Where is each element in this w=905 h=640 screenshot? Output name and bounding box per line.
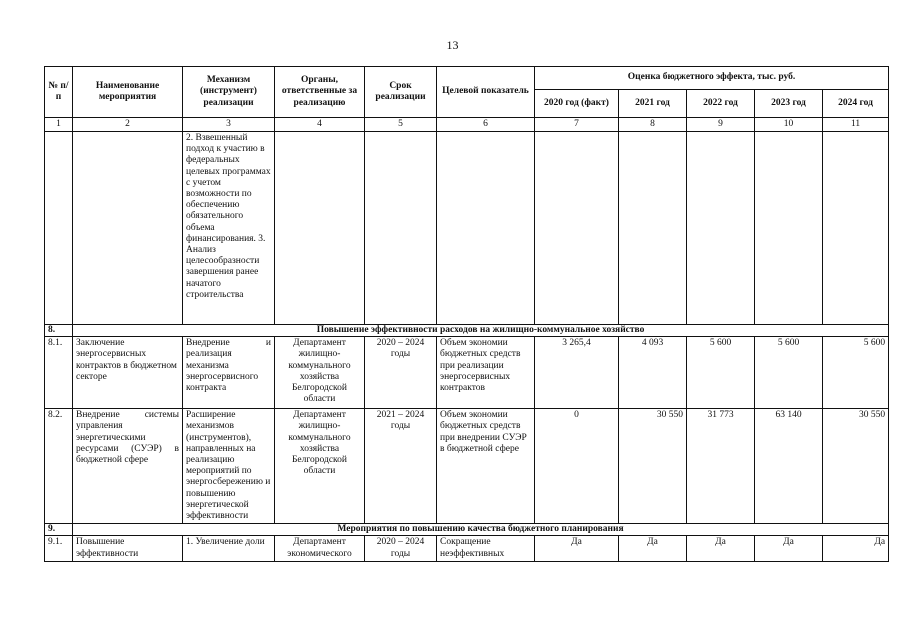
row-indicator: Сокращение неэффективных bbox=[437, 536, 535, 561]
row-name: Повышение эффективности bbox=[73, 536, 183, 561]
row-value-2020: 0 bbox=[535, 409, 619, 524]
row-bodies: Департамент экономического bbox=[275, 536, 365, 561]
row-mechanism: Внедрение и реализация механизма энергосервисного контракта bbox=[183, 337, 275, 409]
header-bodies: Органы, ответственные за реализацию bbox=[275, 67, 365, 118]
row-value-2024: 5 600 bbox=[823, 337, 889, 409]
row-mechanism: Расширение механизмов (инструментов), направленных на реализацию мероприятий по энергосбережению и повышению энергетической эффективности bbox=[183, 409, 275, 524]
cell-empty bbox=[535, 132, 619, 325]
column-number: 3 bbox=[183, 118, 275, 132]
cell-empty bbox=[365, 132, 437, 325]
row-value-2024: Да bbox=[823, 536, 889, 561]
cell-empty bbox=[45, 132, 73, 325]
row-value-2024: 30 550 bbox=[823, 409, 889, 524]
section-number: 9. bbox=[45, 524, 73, 536]
header-2023: 2023 год bbox=[755, 90, 823, 118]
cell-empty bbox=[755, 132, 823, 325]
header-no: № п/п bbox=[45, 67, 73, 118]
section-number: 8. bbox=[45, 325, 73, 337]
row-number: 8.2. bbox=[45, 409, 73, 524]
column-number: 11 bbox=[823, 118, 889, 132]
column-number: 4 bbox=[275, 118, 365, 132]
row-indicator: Объем экономии бюджетных средств при внедрении СУЭР в бюджетной сфере bbox=[437, 409, 535, 524]
header-indicator: Целевой показатель bbox=[437, 67, 535, 118]
column-number: 6 bbox=[437, 118, 535, 132]
header-2024: 2024 год bbox=[823, 90, 889, 118]
row-term: 2020 – 2024 годы bbox=[365, 337, 437, 409]
row-bodies: Департамент жилищно-коммунального хозяйства Белгородской области bbox=[275, 409, 365, 524]
row-value-2021: Да bbox=[619, 536, 687, 561]
row-value-2023: Да bbox=[755, 536, 823, 561]
header-term: Срок реализации bbox=[365, 67, 437, 118]
section-row-9 bbox=[45, 524, 889, 536]
header-name: Наименование мероприятия bbox=[73, 67, 183, 118]
cell-empty bbox=[73, 132, 183, 325]
section-title: Мероприятия по повышению качества бюджетного планирования bbox=[73, 524, 889, 536]
column-number: 5 bbox=[365, 118, 437, 132]
cell-empty bbox=[437, 132, 535, 325]
cell-empty bbox=[619, 132, 687, 325]
row-term: 2021 – 2024 годы bbox=[365, 409, 437, 524]
header-budget-effect: Оценка бюджетного эффекта, тыс. руб. bbox=[535, 67, 889, 90]
header-mechanism: Механизм (инструмент) реализации bbox=[183, 67, 275, 118]
cell-empty bbox=[823, 132, 889, 325]
page-number: 13 bbox=[446, 38, 459, 52]
column-number: 9 bbox=[687, 118, 755, 132]
row-value-2021: 4 093 bbox=[619, 337, 687, 409]
column-number: 1 bbox=[45, 118, 73, 132]
row-value-2023: 63 140 bbox=[755, 409, 823, 524]
cell-empty bbox=[687, 132, 755, 325]
row-bodies: Департамент жилищно-коммунального хозяйства Белгородской области bbox=[275, 337, 365, 409]
column-number: 10 bbox=[755, 118, 823, 132]
header-2020: 2020 год (факт) bbox=[535, 90, 619, 118]
row-mechanism: 1. Увеличение доли bbox=[183, 536, 275, 561]
column-number: 2 bbox=[73, 118, 183, 132]
row-value-2020: Да bbox=[535, 536, 619, 561]
column-number: 8 bbox=[619, 118, 687, 132]
row-name: Внедрение системы управления энергетическими ресурсами (СУЭР) в бюджетной сфере bbox=[73, 409, 183, 524]
header-row-1 bbox=[45, 67, 889, 90]
row-value-2022: Да bbox=[687, 536, 755, 561]
header-2022: 2022 год bbox=[687, 90, 755, 118]
row-value-2022: 5 600 bbox=[687, 337, 755, 409]
row-indicator: Объем экономии бюджетных средств при реализации энергосервисных контрактов bbox=[437, 337, 535, 409]
row-number: 8.1. bbox=[45, 337, 73, 409]
section-title: Повышение эффективности расходов на жилищно-коммунальное хозяйство bbox=[73, 325, 889, 337]
cell-empty bbox=[275, 132, 365, 325]
column-number: 7 bbox=[535, 118, 619, 132]
column-number-row bbox=[45, 118, 889, 132]
budget-measures-table bbox=[44, 66, 889, 562]
row-number: 9.1. bbox=[45, 536, 73, 561]
row-name: Заключение энергосервисных контрактов в бюджетном секторе bbox=[73, 337, 183, 409]
section-row-8 bbox=[45, 325, 889, 337]
row-value-2022: 31 773 bbox=[687, 409, 755, 524]
table-row-9-1 bbox=[45, 536, 889, 561]
table-row-8-2 bbox=[45, 409, 889, 524]
row-term: 2020 – 2024 годы bbox=[365, 536, 437, 561]
row-value-2023: 5 600 bbox=[755, 337, 823, 409]
continuation-mechanism: 2. Взвешенный подход к участию в федеральных целевых программах с учетом возможности по обеспечению обязательного объема финансирования. 3. Анализ целесообразности завершения ранее начатого строительства bbox=[183, 132, 275, 325]
row-value-2020: 3 265,4 bbox=[535, 337, 619, 409]
continuation-row bbox=[45, 132, 889, 325]
table-row-8-1 bbox=[45, 337, 889, 409]
row-value-2021: 30 550 bbox=[619, 409, 687, 524]
header-2021: 2021 год bbox=[619, 90, 687, 118]
